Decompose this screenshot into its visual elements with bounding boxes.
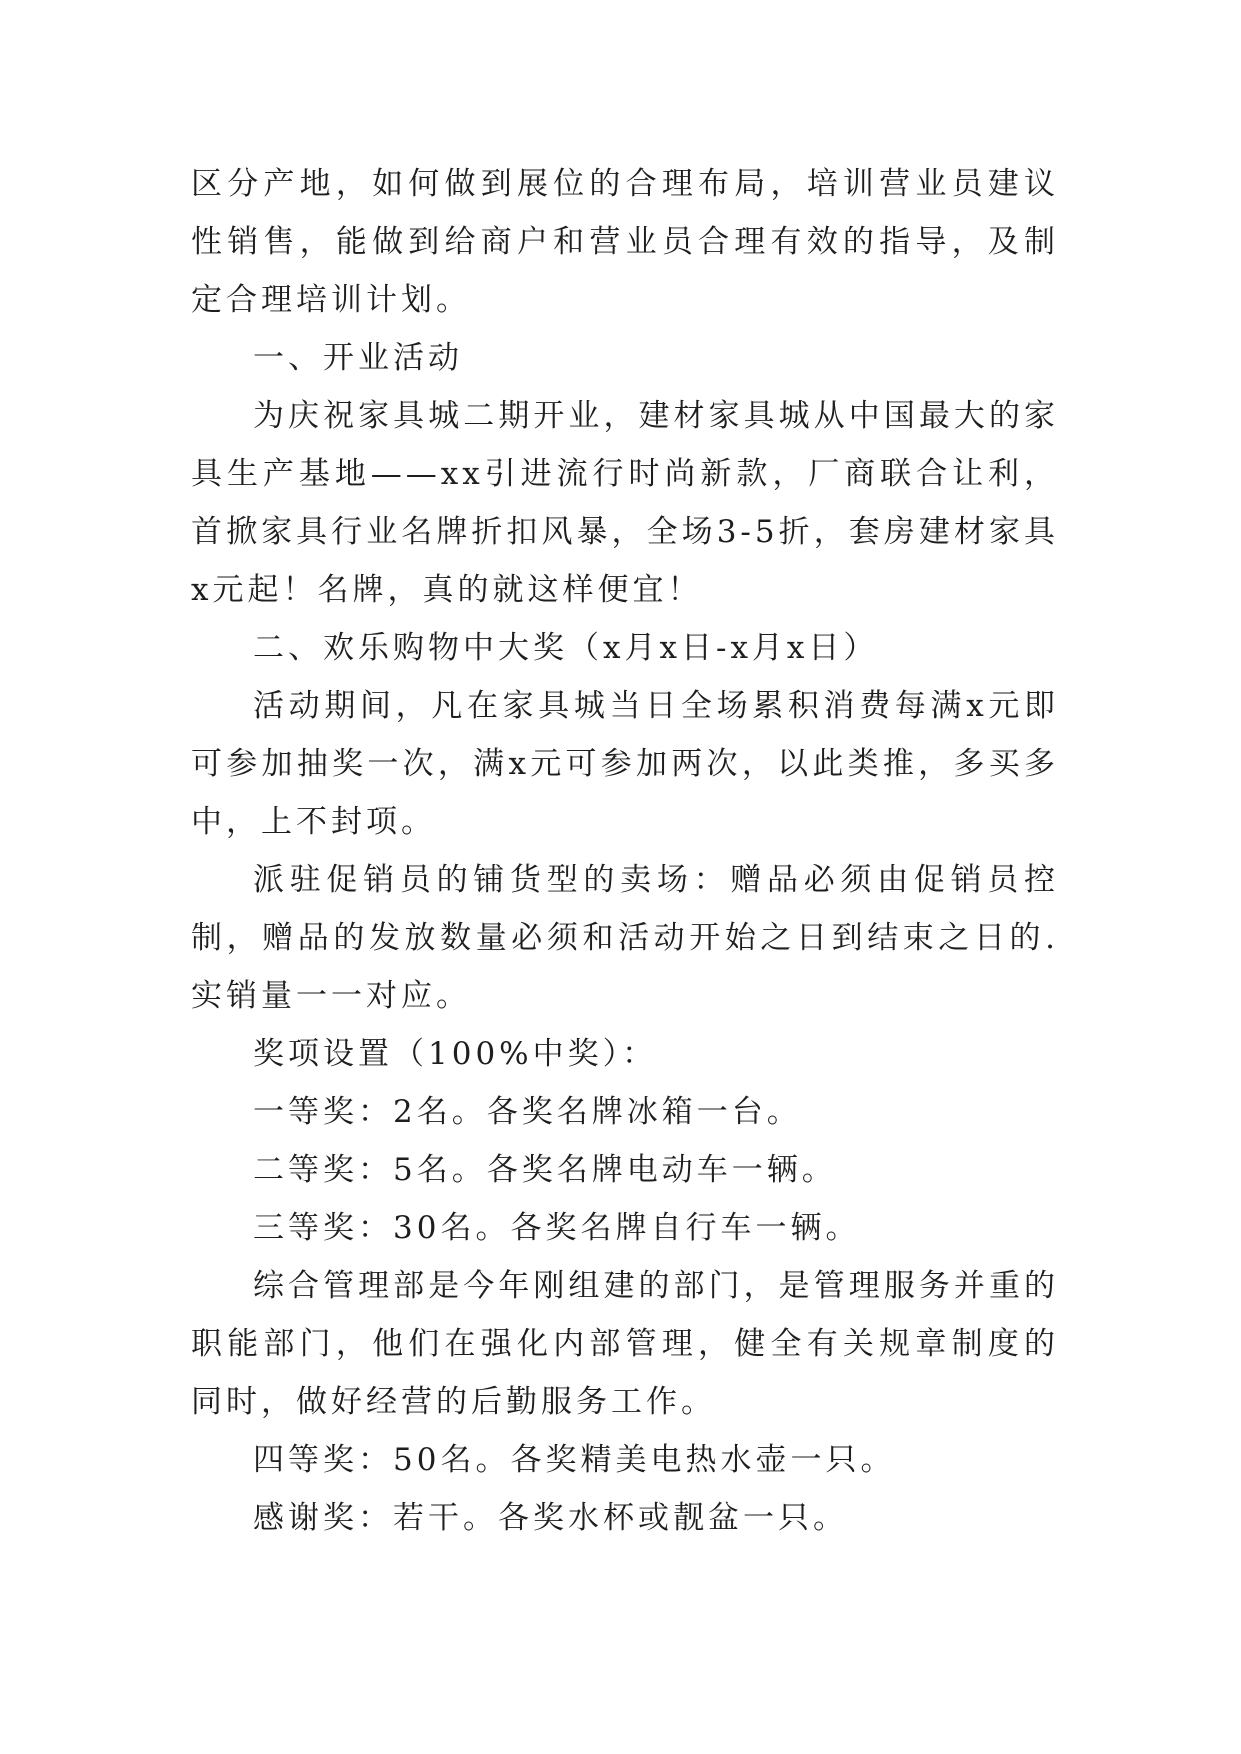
prize-second: 二等奖：5名。各奖名牌电动车一辆。 xyxy=(253,1152,837,1188)
paragraph-management-department: 综合管理部是今年刚组建的部门，是管理服务并重的职能部门，他们在强化内部管理，健全有关规章制度的同时，做好经营的后勤服务工作。 xyxy=(191,1268,1059,1420)
paragraph-promoter-stores: 派驻促销员的铺货型的卖场：赠品必须由促销员控制，赠品的发放数量必须和活动开始之日到结束之日的.实销量一一对应。 xyxy=(191,862,1059,1014)
paragraph-lottery-rules: 活动期间，凡在家具城当日全场累积消费每满x元即可参加抽奖一次，满x元可参加两次，以此类推，多买多中，上不封项。 xyxy=(191,688,1059,840)
paragraph-training-plan: 区分产地，如何做到展位的合理布局，培训营业员建议性销售，能做到给商户和营业员合理有效的指导，及制定合理培训计划。 xyxy=(191,166,1059,318)
prize-thanks: 感谢奖：若干。各奖水杯或靓盆一只。 xyxy=(253,1500,848,1536)
paragraph-opening-celebration: 为庆祝家具城二期开业，建材家具城从中国最大的家具生产基地——xx引进流行时尚新款，厂商联合让利，首掀家具行业名牌折扣风暴，全场3-5折，套房建材家具x元起！名牌，真的就这样便宜！ xyxy=(191,398,1059,608)
heading-shopping-lottery: 二、欢乐购物中大奖（x月x日-x月x日） xyxy=(253,630,879,666)
heading-opening-activity: 一、开业活动 xyxy=(253,340,463,376)
heading-prize-settings: 奖项设置（100%中奖）： xyxy=(253,1036,658,1072)
document-body xyxy=(191,155,1059,1547)
prize-first: 一等奖：2名。各奖名牌冰箱一台。 xyxy=(253,1094,802,1130)
prize-fourth: 四等奖：50名。各奖精美电热水壶一只。 xyxy=(253,1442,896,1478)
prize-third: 三等奖：30名。各奖名牌自行车一辆。 xyxy=(253,1210,861,1246)
